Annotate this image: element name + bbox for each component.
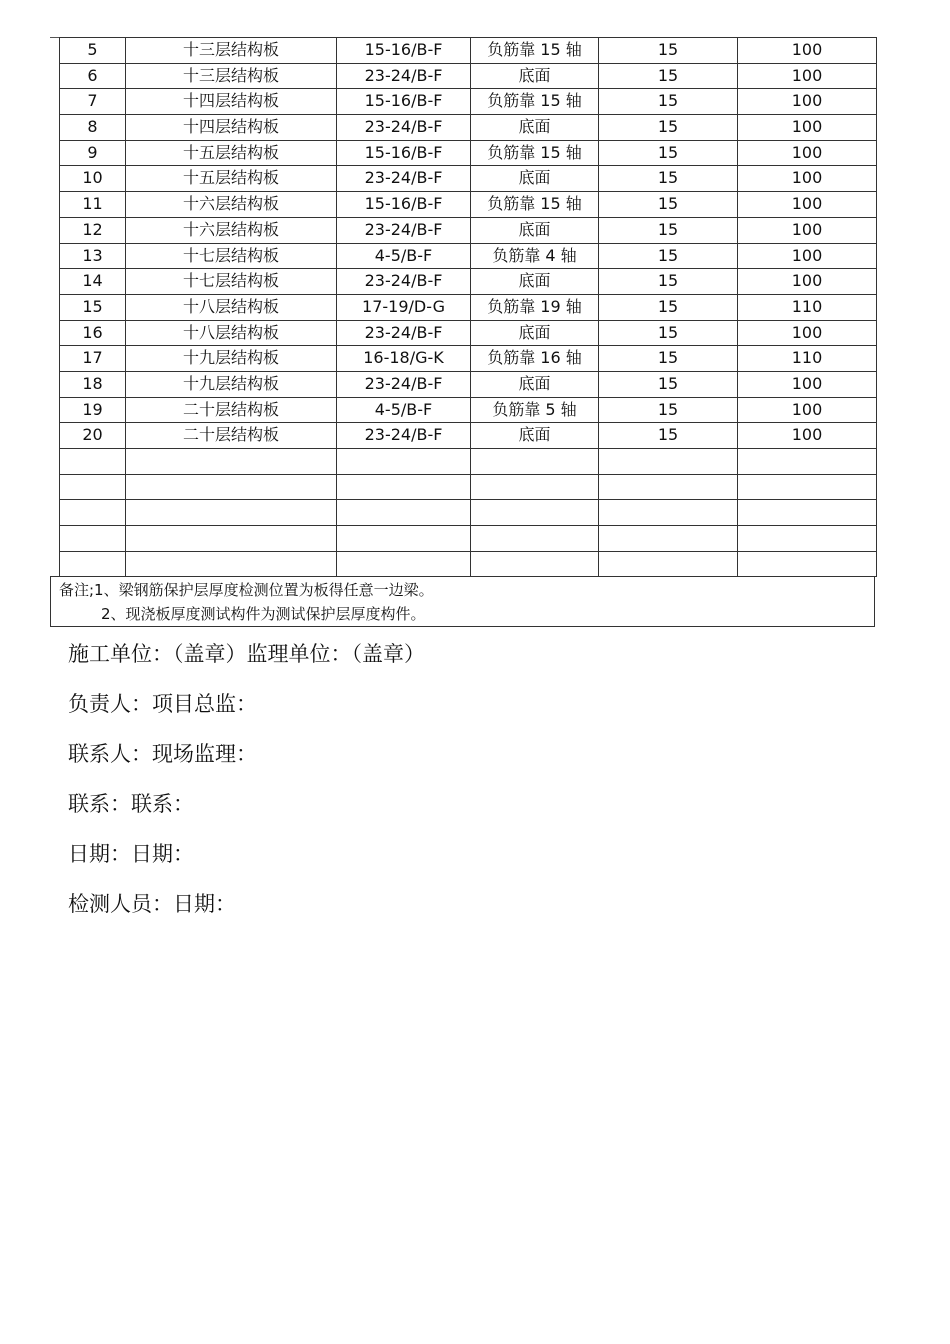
table-cell-empty: [126, 474, 337, 500]
table-cell: 13: [60, 243, 126, 269]
table-cell: 负筋靠 5 轴: [471, 397, 599, 423]
remarks-line-2: 2、现浇板厚度测试构件为测试保护层厚度构件。: [101, 605, 426, 623]
table-row-empty: [60, 449, 877, 475]
table-cell: 23-24/B-F: [337, 423, 471, 449]
table-row: [60, 423, 877, 449]
table-cell: 二十层结构板: [126, 397, 337, 423]
table-cell-empty: [60, 449, 126, 475]
table-cell: 15: [599, 63, 738, 89]
table-row: [60, 346, 877, 372]
table-cell: 十九层结构板: [126, 346, 337, 372]
table-cell-empty: [738, 526, 877, 552]
table-cell: 100: [738, 243, 877, 269]
table-cell: 底面: [471, 166, 599, 192]
table-row: [60, 217, 877, 243]
table-cell: 十四层结构板: [126, 115, 337, 141]
table-cell-empty: [337, 474, 471, 500]
signature-line-contact-person: 联系人：现场监理：: [68, 742, 257, 766]
table-cell-empty: [126, 500, 337, 526]
table-cell: 十四层结构板: [126, 89, 337, 115]
table-cell: 100: [738, 38, 877, 64]
table-row-empty: [60, 551, 877, 577]
table-cell: 5: [60, 38, 126, 64]
table-row: [60, 269, 877, 295]
table-cell: 100: [738, 423, 877, 449]
table-cell: 4-5/B-F: [337, 397, 471, 423]
table-cell-empty: [60, 551, 126, 577]
table-cell-empty: [471, 449, 599, 475]
table-row: [60, 243, 877, 269]
table-row: [60, 397, 877, 423]
table-cell-empty: [738, 449, 877, 475]
table-cell: 23-24/B-F: [337, 63, 471, 89]
table-cell: 15: [599, 89, 738, 115]
table-cell: 负筋靠 15 轴: [471, 38, 599, 64]
table-cell-empty: [599, 500, 738, 526]
inspection-table: [59, 37, 877, 577]
table-cell: 15: [599, 269, 738, 295]
table-cell-empty: [337, 526, 471, 552]
table-cell: 十五层结构板: [126, 140, 337, 166]
table-cell: 15: [599, 243, 738, 269]
table-cell: 11: [60, 192, 126, 218]
table-cell: 十九层结构板: [126, 371, 337, 397]
table-cell: 十八层结构板: [126, 294, 337, 320]
table-cell: 15: [599, 140, 738, 166]
table-cell: 十六层结构板: [126, 217, 337, 243]
table-cell: 15: [599, 423, 738, 449]
table-cell: 100: [738, 371, 877, 397]
table-row: [60, 89, 877, 115]
table-cell-empty: [337, 449, 471, 475]
table-cell-empty: [599, 526, 738, 552]
table-cell: 底面: [471, 63, 599, 89]
table-cell-empty: [471, 474, 599, 500]
table-row: [60, 63, 877, 89]
table-cell-empty: [599, 449, 738, 475]
remarks-box: [50, 576, 875, 627]
table-cell: 15: [599, 294, 738, 320]
table-cell: 15: [599, 38, 738, 64]
table-cell: 23-24/B-F: [337, 269, 471, 295]
table-cell: 4-5/B-F: [337, 243, 471, 269]
table-cell: 十五层结构板: [126, 166, 337, 192]
table-cell-empty: [126, 526, 337, 552]
table-cell: 19: [60, 397, 126, 423]
table-cell: 9: [60, 140, 126, 166]
table-cell: 底面: [471, 320, 599, 346]
table-cell: 100: [738, 397, 877, 423]
table-cell: 十七层结构板: [126, 269, 337, 295]
table-cell-empty: [126, 551, 337, 577]
table-cell-empty: [738, 474, 877, 500]
table-cell: 15: [599, 192, 738, 218]
table-cell: 15-16/B-F: [337, 38, 471, 64]
table-cell: 16: [60, 320, 126, 346]
table-cell-empty: [471, 526, 599, 552]
table-cell: 23-24/B-F: [337, 371, 471, 397]
signature-line-units: 施工单位：（盖章）监理单位：（盖章）: [68, 642, 425, 666]
table-cell: 负筋靠 4 轴: [471, 243, 599, 269]
table-cell: 15: [599, 115, 738, 141]
table-cell: 20: [60, 423, 126, 449]
table-cell: 十七层结构板: [126, 243, 337, 269]
table-cell: 底面: [471, 217, 599, 243]
table-cell: 10: [60, 166, 126, 192]
table-cell: 23-24/B-F: [337, 320, 471, 346]
table-cell: 15-16/B-F: [337, 89, 471, 115]
table-cell-empty: [599, 551, 738, 577]
table-cell: 14: [60, 269, 126, 295]
table-cell: 7: [60, 89, 126, 115]
table-row: [60, 294, 877, 320]
table-cell-empty: [599, 474, 738, 500]
table-corner-mark: [50, 37, 59, 38]
table-cell: 17: [60, 346, 126, 372]
table-cell: 18: [60, 371, 126, 397]
table-cell: 100: [738, 217, 877, 243]
table-cell-empty: [126, 449, 337, 475]
table-cell: 12: [60, 217, 126, 243]
table-cell: 底面: [471, 269, 599, 295]
table-cell-empty: [738, 551, 877, 577]
table-cell: 负筋靠 19 轴: [471, 294, 599, 320]
table-cell: 15: [599, 371, 738, 397]
table-cell: 23-24/B-F: [337, 115, 471, 141]
table-cell: 负筋靠 15 轴: [471, 89, 599, 115]
table-cell: 100: [738, 89, 877, 115]
table-cell: 十六层结构板: [126, 192, 337, 218]
table-cell-empty: [60, 500, 126, 526]
table-cell: 15: [599, 397, 738, 423]
table-cell: 底面: [471, 423, 599, 449]
table-cell: 23-24/B-F: [337, 166, 471, 192]
table-cell: 15: [599, 320, 738, 346]
table-cell: 6: [60, 63, 126, 89]
table-cell: 100: [738, 269, 877, 295]
table-cell: 110: [738, 346, 877, 372]
table-cell: 十三层结构板: [126, 38, 337, 64]
table-cell-empty: [471, 551, 599, 577]
table-cell: 100: [738, 115, 877, 141]
table-cell: 15: [599, 346, 738, 372]
table-row: [60, 38, 877, 64]
table-cell: 15: [599, 166, 738, 192]
table-cell: 十三层结构板: [126, 63, 337, 89]
table-cell: 15-16/B-F: [337, 192, 471, 218]
table-row: [60, 166, 877, 192]
table-cell: 100: [738, 192, 877, 218]
table-row: [60, 371, 877, 397]
table-cell: 23-24/B-F: [337, 217, 471, 243]
table-cell: 底面: [471, 115, 599, 141]
table-cell: 负筋靠 15 轴: [471, 192, 599, 218]
table-cell: 100: [738, 320, 877, 346]
inspection-table-body: [60, 38, 877, 577]
table-cell: 100: [738, 63, 877, 89]
remarks-line-1: 备注;1、梁钢筋保护层厚度检测位置为板得任意一边梁。: [59, 581, 434, 599]
table-cell: 二十层结构板: [126, 423, 337, 449]
table-cell: 8: [60, 115, 126, 141]
table-cell-empty: [60, 526, 126, 552]
table-row: [60, 140, 877, 166]
table-row-empty: [60, 474, 877, 500]
table-cell: 16-18/G-K: [337, 346, 471, 372]
table-cell: 底面: [471, 371, 599, 397]
table-cell: 100: [738, 166, 877, 192]
table-cell-empty: [738, 500, 877, 526]
table-row: [60, 320, 877, 346]
table-row-empty: [60, 526, 877, 552]
signature-line-responsible: 负责人：项目总监：: [68, 692, 257, 716]
table-row: [60, 192, 877, 218]
table-cell: 17-19/D-G: [337, 294, 471, 320]
table-cell-empty: [471, 500, 599, 526]
table-row-empty: [60, 500, 877, 526]
table-cell: 100: [738, 140, 877, 166]
signature-block: [68, 638, 425, 938]
table-cell-empty: [337, 500, 471, 526]
table-cell: 十八层结构板: [126, 320, 337, 346]
signature-line-inspector: 检测人员：日期：: [68, 892, 236, 916]
table-cell: 15: [60, 294, 126, 320]
table-cell: 负筋靠 15 轴: [471, 140, 599, 166]
table-cell-empty: [60, 474, 126, 500]
signature-line-date: 日期：日期：: [68, 842, 194, 866]
table-cell: 负筋靠 16 轴: [471, 346, 599, 372]
table-cell: 15-16/B-F: [337, 140, 471, 166]
table-cell: 15: [599, 217, 738, 243]
table-cell-empty: [337, 551, 471, 577]
table-cell: 110: [738, 294, 877, 320]
signature-line-contact: 联系：联系：: [68, 792, 194, 816]
table-row: [60, 115, 877, 141]
